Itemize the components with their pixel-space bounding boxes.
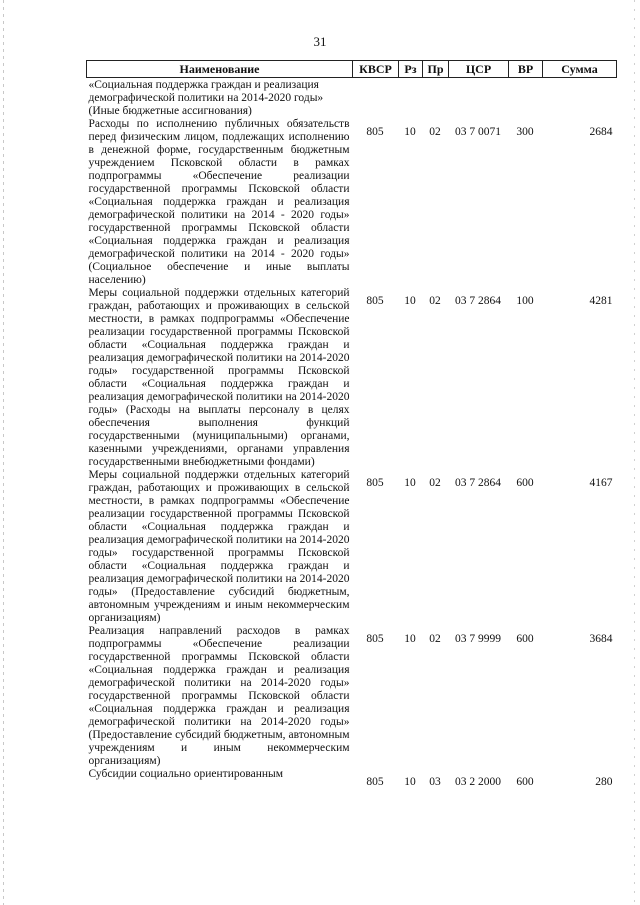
row-rz: 10 [404,295,416,307]
row-rz: 10 [404,633,416,645]
row-csr: 03 7 2864 [455,295,501,307]
header-name: Наименование [87,61,353,78]
scan-left-edge [3,0,4,905]
table-row [87,118,617,287]
row-vr: 600 [516,633,534,645]
budget-table [86,60,617,789]
row-rz: 10 [404,477,416,489]
row-pr: 03 [429,776,441,788]
table-row-continuation [87,78,617,119]
table-row [87,625,617,768]
row-csr: 03 7 0071 [455,126,501,138]
table-row [87,469,617,625]
row-kvsr: 805 [366,295,384,307]
row-pr: 02 [429,477,441,489]
header-vr: ВР [509,61,543,78]
row-vr: 300 [516,126,534,138]
row-pr: 02 [429,295,441,307]
table-row [87,287,617,469]
row-sum: 3684 [589,633,613,645]
row-vr: 100 [516,295,534,307]
header-pr: Пр [423,61,449,78]
scan-right-edge [634,0,635,905]
row-kvsr: 805 [366,776,384,788]
header-csr: ЦСР [449,61,509,78]
row-pr: 02 [429,126,441,138]
row-sum: 4167 [589,477,613,489]
table-row [87,768,617,789]
row-name: Меры социальной поддержки отдельных категорий граждан, работающих и проживающих в сельской местности, в рамках подпрограммы «Обеспечение реализации государственной программы Псковской области «Социальная поддержка граждан и реализация демографической политики на 2014-2020 годы» государственной программы Псковской области «Социальная поддержка граждан и реализация демографической политики на 2014-2020 годы» (Расходы на выплаты персоналу в целях обеспечения выполнения функций государственными (муниципальными) органами, казенными учреждениями, органами управления государственными внебюджетными фондами) [88,287,350,468]
row-name: Меры социальной поддержки отдельных категорий граждан, работающих и проживающих в сельской местности, в рамках подпрограммы «Обеспечение реализации государственной программы Псковской области «Социальная поддержка граждан и реализация демографической политики на 2014-2020 годы» государственной программы Псковской области «Социальная поддержка граждан и реализация демографической политики на 2014-2020 годы» (Предоставление субсидий бюджетным, автономным учреждениям и иным некоммерческим организациям) [88,469,350,624]
table-header-row [87,61,617,78]
row-rz: 10 [404,776,416,788]
row-rz: 10 [404,126,416,138]
row-sum: 280 [595,776,613,788]
row-pr: 02 [429,633,441,645]
row-sum: 4281 [589,295,613,307]
header-sum: Сумма [543,61,617,78]
row-csr: 03 7 9999 [455,633,501,645]
row-name: Расходы по исполнению публичных обязательств перед физическим лицом, подлежащих исполнению в денежной форме, государственным бюджетным учреждением Псковской области в рамках подпрограммы «Обеспечение реализации государственной программы Псковской области «Социальная поддержка граждан и реализация демографической политики на 2014 - 2020 годы» государственной программы Псковской области «Социальная поддержка граждан и реализация демографической политики на 2014 - 2020 годы» (Социальное обеспечение и иные выплаты населению) [88,118,350,286]
row-vr: 600 [516,477,534,489]
row-name: Реализация направлений расходов в рамках подпрограммы «Обеспечение реализации государственной программы Псковской области «Социальная поддержка граждан и реализация демографической политики на 2014-2020 годы» государственной программы Псковской области «Социальная поддержка граждан и реализация демографической политики на 2014-2020 годы» (Предоставление субсидий бюджетным, автономным учреждениям и иным некоммерческим организациям) [88,625,350,767]
continuation-text: «Социальная поддержка граждан и реализация демографической политики на 2014-2020 годы» (Иные бюджетные ассигнования) [88,79,324,117]
row-csr: 03 2 2000 [455,776,501,788]
row-vr: 600 [516,776,534,788]
row-kvsr: 805 [366,477,384,489]
row-kvsr: 805 [366,633,384,645]
page-number: 31 [313,34,327,49]
row-name: Субсидии социально ориентированным [88,768,284,780]
row-csr: 03 7 2864 [455,477,501,489]
row-kvsr: 805 [366,126,384,138]
header-rz: Рз [399,61,423,78]
header-kvsr: КВСР [353,61,399,78]
row-sum: 2684 [589,126,613,138]
